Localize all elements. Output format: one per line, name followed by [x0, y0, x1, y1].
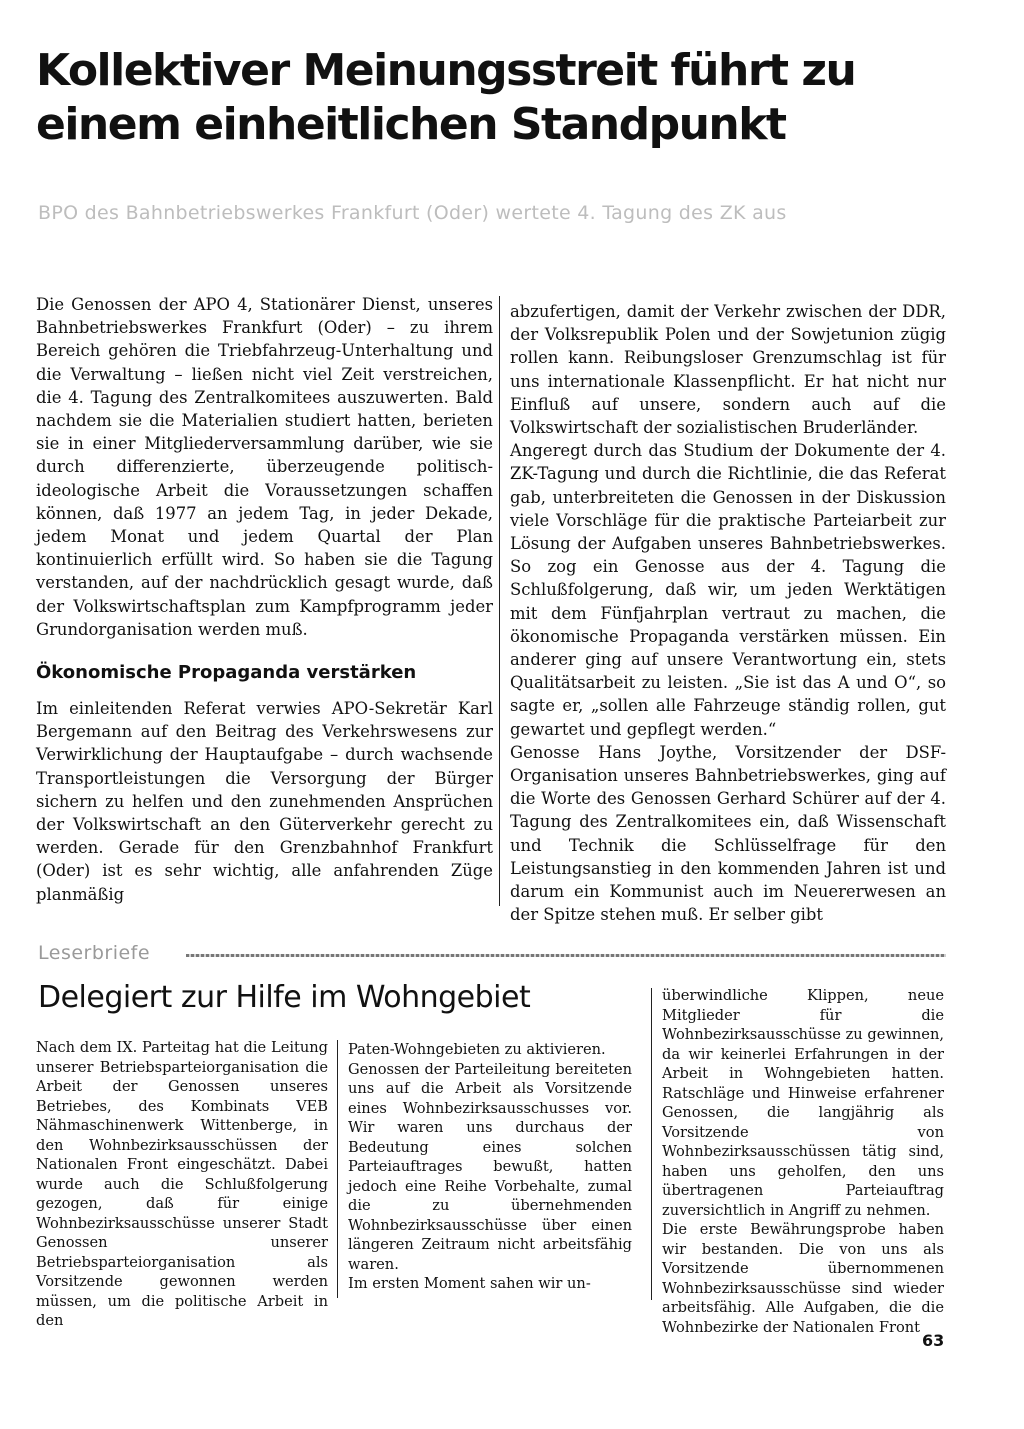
letter-column-3 — [662, 986, 944, 1337]
letter-column-1 — [36, 1038, 328, 1331]
column-divider — [337, 1040, 338, 1298]
article-paragraph: Im einleitenden Referat verwies APO-Sekretär Karl Bergemann auf den Beitrag des Verkehrswesens zur Verwirklichung der Hauptaufgabe – durch wachsende Transportleistungen die Versorgung der Bürger sichern zu helfen und den zunehmenden Ansprüchen der Volkswirtschaft an den Güterverkehr gerecht zu werden. Gerade für den Grenzbahnhof Frankfurt (Oder) ist es sehr wichtig, alle anfahrenden Züge planmäßig — [36, 699, 493, 904]
article-right-column — [510, 300, 946, 926]
letter-paragraph: Nach dem IX. Parteitag hat die Leitung unserer Betriebsparteiorganisation die Arbeit der Genossen unseres Betriebes, des Kombinats VEB Nähmaschinenwerk Wittenberge, in den Wohnbezirksausschüssen der Nationalen Front eingeschätzt. Dabei wurde auch die Schlußfolgerung gezogen, daß für einige Wohnbezirksausschüsse unserer Stadt Genossen unserer Betriebsparteiorganisation als Vorsitzende gewonnen werden müssen, um die politische Arbeit in den — [36, 1039, 328, 1329]
letter-paragraph: Paten-Wohngebieten zu aktivieren. — [348, 1041, 606, 1058]
letter-paragraph: Genossen der Parteileitung bereiteten uns auf die Arbeit als Vorsitzende eines Wohnbezirksausschusses vor. Wir waren uns durchaus der Bedeutung eines solchen Parteiauftrages bewußt, hatten jedoch eine Reihe Vorbehalte, zumal die zu übernehmenden Wohnbezirksausschüsse über einen längeren Zeitraum nicht arbeitsfähig waren. — [348, 1060, 632, 1273]
article-paragraph: Genosse Hans Joythe, Vorsitzender der DSF-Organisation unseres Bahnbetriebswerkes, ging auf die Worte des Genossen Gerhard Schürer auf der 4. Tagung des Zentralkomitees ein, daß Wissenschaft und Technik die Schlüsselfrage für den Leistungsanstieg in den kommenden Jahren ist und darum ein Kommunist auch im Neuererwesen an der Spitze stehen muß. Er selber gibt — [510, 742, 946, 925]
article-paragraph: abzufertigen, damit der Verkehr zwischen der DDR, der Volksrepublik Polen und der Sowjetunion zügig rollen kann. Reibungsloser Grenzumschlag ist für uns internationale Klassenpflicht. Er hat nicht nur Einfluß auf unsere, sondern auch auf die Volkswirtschaft der sozialistischen Bruderländer. — [510, 302, 946, 438]
letter-title: Delegiert zur Hilfe im Wohngebiet — [38, 980, 531, 1015]
article-paragraph: Die Genossen der APO 4, Stationärer Dienst, unseres Bahnbetriebswerkes Frankfurt (Oder) – zu ihrem Bereich gehören die Triebfahrzeug-Unterhaltung und die Verwaltung – ließen nicht viel Zeit verstreichen, die 4. Tagung des Zentralkomitees auszuwerten. Bald nachdem sie die Materialien studiert hatten, berieten sie in einer Mitgliederversammlung darüber, wie sie durch differenzierte, überzeugende politisch-ideologische Arbeit die Voraussetzungen schaffen können, daß 1977 an jedem Tag, in jeder Dekade, jedem Monat und jedem Quartal der Plan kontinuierlich erfüllt wird. So haben sie die Tagung verstanden, auf der nachdrücklich gesagt wurde, daß der Volkswirtschaftsplan zum Kampfprogramm jeder Grundorganisation werden muß. — [36, 295, 493, 639]
letter-column-2 — [348, 1040, 632, 1294]
article-headline: Kollektiver Meinungsstreit führt zu einem einheitlichen Standpunkt — [36, 45, 856, 150]
column-divider — [651, 988, 652, 1300]
letter-paragraph: überwindliche Klippen, neue Mitglieder für die Wohnbezirksausschüsse zu gewinnen, da wir keinerlei Erfahrungen in der Arbeit in Wohngebieten hatten. Ratschläge und Hinweise erfahrener Genossen, die langjährig als Vorsitzende von Wohnbezirksausschüssen tätig sind, haben uns geholfen, den uns übertragenen Parteiauftrag zuversichtlich in Angriff zu nehmen. — [662, 987, 944, 1219]
article-left-column — [36, 293, 493, 906]
page-number: 63 — [922, 1331, 945, 1350]
letter-paragraph: Im ersten Moment sahen wir un- — [348, 1275, 591, 1292]
article-subheadline: BPO des Bahnbetriebswerkes Frankfurt (Oder) wertete 4. Tagung des ZK aus — [38, 202, 787, 224]
section-heading: Ökonomische Propaganda verstärken — [36, 662, 417, 684]
column-divider — [499, 296, 500, 906]
article-paragraph: Angeregt durch das Studium der Dokumente der 4. ZK-Tagung und durch die Richtlinie, die das Referat gab, unterbreiteten die Genossen in der Diskussion viele Vorschläge für die praktische Parteiarbeit zur Lösung der Aufgaben unseres Bahnbetriebswerkes. So zog ein Genosse aus der 4. Tagung die Schlußfolgerung, daß wir, um jeden Werktätigen mit dem Fünfjahrplan vertraut zu machen, die ökonomische Propaganda verstärken müssen. Ein anderer ging auf unsere Verantwortung ein, stets Qualitätsarbeit zu leisten. „Sie ist das A und O“, so sagte er, „sollen alle Fahrzeuge ständig rollen, gut gewartet und gepflegt werden.“ — [510, 441, 946, 739]
rubric-label: Leserbriefe — [38, 942, 151, 964]
letter-paragraph: Die erste Bewährungsprobe haben wir bestanden. Die von uns als Vorsitzende übernommenen Wohnbezirksausschüsse sind wieder arbeitsfähig. Alle Aufgaben, die die Wohnbezirke der Nationalen Front — [662, 1221, 944, 1336]
rubric-divider — [186, 954, 946, 957]
